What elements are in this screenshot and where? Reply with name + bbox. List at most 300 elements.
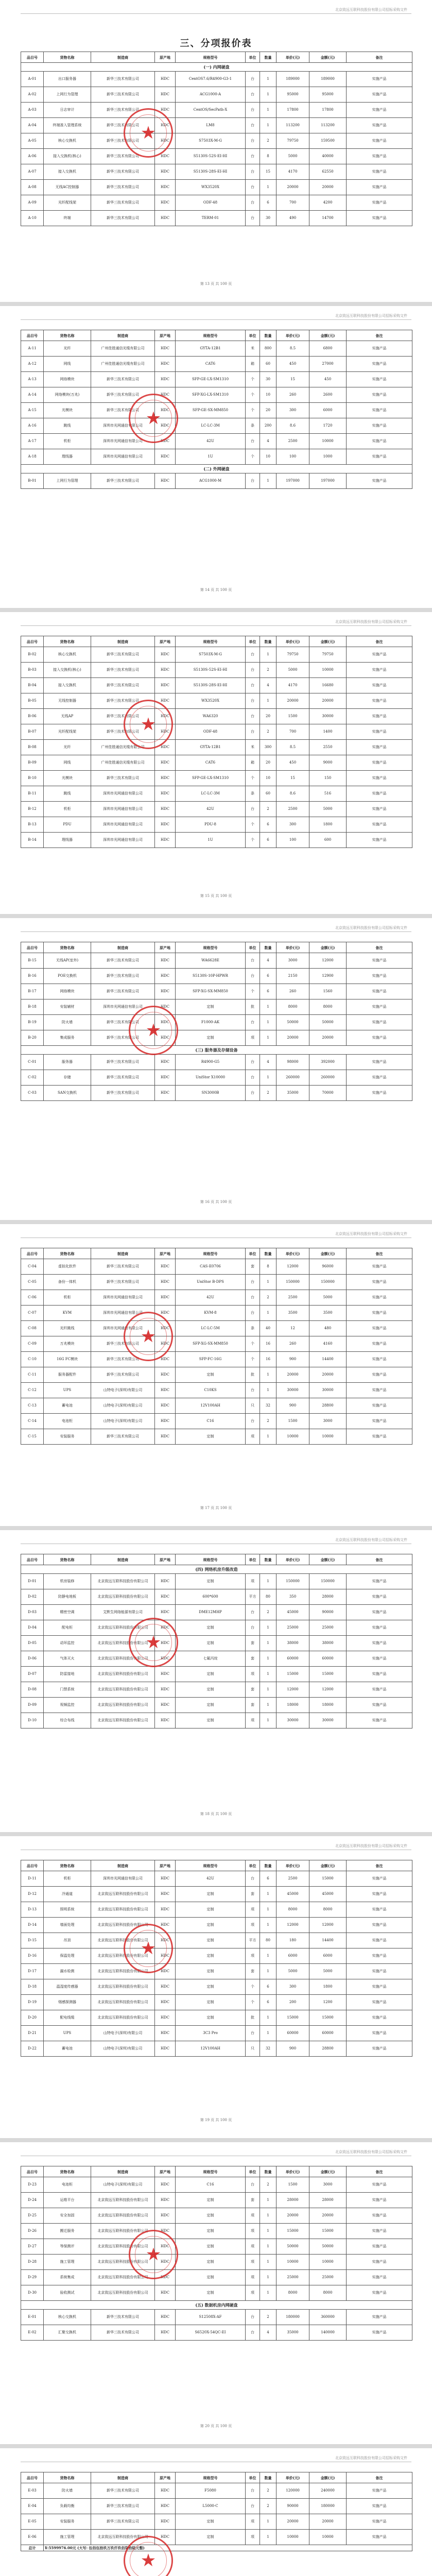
table-row [21,1290,412,1306]
table-cell: 20000 [309,1367,347,1383]
table-cell: D-03 [21,1605,44,1620]
table-cell: A-14 [21,387,44,403]
table-cell: 2 [260,133,277,149]
table-row [21,2325,412,2341]
column-header: 金额(元) [309,1860,347,1871]
column-header: 制造商 [91,636,155,647]
table-cell: 50000 [309,1015,347,1030]
table-cell: 机柜 [44,434,91,449]
table-cell: HDC [155,1667,176,1682]
table-cell: 无线控制器 [44,693,91,709]
quote-table [21,52,412,226]
table-cell: 1 [260,1574,277,1589]
table-cell: A-13 [21,372,44,387]
table-cell: 新华三技术有限公司 [91,1086,155,1101]
table-cell: 新华三技术有限公司 [91,1275,155,1290]
table-cell: 套 [246,1651,260,1667]
table-cell: 集成服务 [44,1030,91,1046]
table-cell: ACG1000-A [176,87,246,103]
table-cell: 网线 [44,755,91,771]
table-cell: 无线AP(室外) [44,953,91,969]
table-cell: HDC [155,180,176,195]
table-cell: 5000 [277,663,309,678]
table-cell: 只 [246,1398,260,1414]
column-header: 数量 [260,52,277,63]
column-header: 制造商 [91,942,155,953]
page-7 [0,1836,432,2138]
running-header: 北京致远互联科技股份有限公司招标采购文件 [335,1538,407,1542]
table-cell: B-14 [21,833,44,848]
table-cell: 8 [260,1259,277,1275]
table-row [21,2499,412,2514]
table-cell: 1 [260,2026,277,2041]
table-cell: 8.6 [277,418,309,434]
table-cell: S5130S-28S-EI-HI [176,678,246,693]
table-cell: 实施产品 [347,1995,412,2010]
table-row [21,1979,412,1995]
table-cell: UniStor X10000 [176,1070,246,1086]
table-cell: 新华三技术有限公司 [91,693,155,709]
table-cell: HDC [155,1383,176,1398]
table-cell: 700 [277,195,309,211]
table-cell: B-05 [21,693,44,709]
table-cell: 漏水检测 [44,1964,91,1979]
table-cell: 上网行为管理 [44,473,91,489]
table-cell: C-11 [21,1367,44,1383]
table-cell: 1 [260,2285,277,2301]
table-cell: 28000 [309,2193,347,2208]
table-cell: 深圳市光网通信有限公司 [91,833,155,848]
table-cell: 25000 [309,1620,347,1636]
table-header-row [21,2472,412,2483]
table-cell: 4 [260,678,277,693]
table-cell: 系统集成 [44,2270,91,2285]
table-cell: 新华三技术有限公司 [91,663,155,678]
table-cell: 15000 [277,2010,309,2026]
table-cell: 150000 [277,1574,309,1589]
table-cell: 140000 [309,2325,347,2341]
table-cell: 视频监控 [44,1698,91,1713]
table-cell: 1500 [277,1414,309,1429]
table-cell: HDC [155,1871,176,1887]
table-cell: 深圳市光网通信有限公司 [91,1871,155,1887]
table-cell: 服务器配件 [44,1367,91,1383]
table-row [21,357,412,372]
table-cell: 条 [246,786,260,802]
table-cell: D-10 [21,1713,44,1728]
table-cell: 1 [260,72,277,87]
table-cell: 1 [260,1918,277,1933]
table-cell: HDC [155,434,176,449]
table-cell: 项 [246,1918,260,1933]
table-cell: 60 [260,786,277,802]
table-cell: HDC [155,755,176,771]
table-cell: 1 [260,1964,277,1979]
table-cell: D-28 [21,2255,44,2270]
table-row [21,678,412,693]
running-header: 北京致远互联科技股份有限公司招标采购文件 [335,620,407,624]
table-cell: A-12 [21,357,44,372]
table-cell: 8000 [309,2285,347,2301]
table-cell: 北京致远互联科技股份有限公司 [91,2530,155,2545]
table-cell: 日志审计 [44,103,91,118]
table-cell: 实施产品 [347,1086,412,1101]
table-row [21,2514,412,2530]
table-cell: 12000 [277,1918,309,1933]
table-cell: 米 [246,740,260,755]
table-cell: 20000 [277,1030,309,1046]
table-cell: 定制 [176,2193,246,2208]
column-header: 规格型号 [176,942,246,953]
table-cell: 20 [260,403,277,418]
table-row [21,118,412,133]
table-cell: 套 [246,1259,260,1275]
table-cell: 机柜 [44,802,91,817]
table-cell: 42U [176,1290,246,1306]
table-cell: SN3000B [176,1086,246,1101]
table-cell: 实施产品 [347,118,412,133]
table-cell: 项 [246,1713,260,1728]
table-cell: 实施产品 [347,2514,412,2530]
table-cell: 防火墙 [44,2483,91,2499]
table-cell: HDC [155,2255,176,2270]
table-cell: 台 [246,1383,260,1398]
table-cell: 实施产品 [347,1887,412,1902]
table-cell: 180000 [309,2499,347,2514]
table-row [21,1030,412,1046]
table-cell: 套 [246,1636,260,1651]
table-cell: 150000 [277,1275,309,1290]
table-cell: 1 [260,1429,277,1445]
table-cell: 实施产品 [347,1398,412,1414]
table-cell: 台 [246,802,260,817]
table-row [21,473,412,489]
table-cell: 2 [260,1086,277,1101]
quote-table [21,942,412,1101]
table-cell: 项 [246,2514,260,2530]
table-cell: F1000-AK [176,1015,246,1030]
table-cell: 定制 [176,1713,246,1728]
table-cell: 理线器 [44,449,91,465]
table-cell: B-04 [21,678,44,693]
table-cell: 台 [246,118,260,133]
table-cell: 2 [260,1605,277,1620]
table-cell: 台 [246,1871,260,1887]
page-footer: 第 20 页 共 100 页 [200,2424,232,2428]
table-row [21,740,412,755]
table-cell: 电池柜 [44,2177,91,2193]
table-row [21,1948,412,1964]
table-cell: HDC [155,1636,176,1651]
table-cell: 台 [246,678,260,693]
table-cell: HDC [155,118,176,133]
table-cell: HDC [155,1698,176,1713]
table-cell: 实施产品 [347,2224,412,2239]
table-row [21,1336,412,1352]
table-row [21,755,412,771]
table-cell: 项 [246,2239,260,2255]
table-cell: HDC [155,1918,176,1933]
table-cell: B-07 [21,724,44,740]
table-cell: SFP-XG-SX-MM850 [176,984,246,999]
table-cell: B-03 [21,663,44,678]
table-cell: 项 [246,2208,260,2224]
table-cell: 实施产品 [347,1070,412,1086]
table-cell: 跳线 [44,786,91,802]
section-row [21,63,412,72]
table-cell: 门禁系统 [44,1682,91,1698]
table-cell: 验收测试 [44,2285,91,2301]
table-row [21,372,412,387]
table-cell: 95000 [309,87,347,103]
table-row [21,1682,412,1698]
table-cell: 北京致远互联科技股份有限公司 [91,1964,155,1979]
table-cell: SFP-XG-LX-SM1310 [176,387,246,403]
table-cell: 1 [260,1367,277,1383]
table-cell: 98000 [277,1055,309,1070]
column-header: 数量 [260,2472,277,2483]
table-cell: 台 [246,133,260,149]
table-cell: 30000 [309,709,347,724]
table-header-row [21,1860,412,1871]
table-cell: 台 [246,1015,260,1030]
table-cell: 20000 [309,180,347,195]
running-header: 北京致远互联科技股份有限公司招标采购文件 [335,1232,407,1236]
table-cell: 北京致远互联科技股份有限公司 [91,1620,155,1636]
table-cell: 20000 [309,2208,347,2224]
table-cell: 10000 [277,2530,309,2545]
page-9 [0,2448,432,2576]
table-cell: 实施产品 [347,678,412,693]
table-cell: D-07 [21,1667,44,1682]
table-cell: 4 [260,1055,277,1070]
table-cell: 实施产品 [347,1321,412,1336]
section-title: (二) 外网硬盘 [21,465,412,473]
table-cell: 照明系统 [44,1902,91,1918]
table-cell: HDC [155,2041,176,2057]
table-cell: 个 [246,817,260,833]
header-rule [21,625,411,626]
table-row [21,1086,412,1101]
table-cell: 汇聚交换机 [44,2325,91,2341]
column-header: 规格型号 [176,1248,246,1259]
column-header: 品目号 [21,1248,44,1259]
table-cell: HDC [155,1964,176,1979]
table-cell: HDC [155,1259,176,1275]
table-cell: 14400 [309,1933,347,1948]
table-cell: 20000 [309,2514,347,2530]
table-cell: C-13 [21,1398,44,1414]
table-cell: S5130S-52S-EI-HI [176,149,246,164]
column-header: 单位 [246,1554,260,1565]
table-cell: 山特电子(深圳)有限公司 [91,2026,155,2041]
table-cell: 实施产品 [347,449,412,465]
table-cell: 1500 [277,709,309,724]
table-row [21,2208,412,2224]
table-cell: 1 [260,2208,277,2224]
table-cell: 光纤配线架 [44,195,91,211]
table-cell: 北京致远互联科技股份有限公司 [91,1933,155,1948]
table-cell: 62550 [309,164,347,180]
table-cell: 1 [260,1306,277,1321]
table-cell: HDC [155,724,176,740]
table-cell: E-04 [21,2499,44,2514]
table-cell: 定制 [176,1667,246,1682]
table-cell: 实施产品 [347,372,412,387]
table-cell: 批 [246,999,260,1015]
table-cell: 2500 [277,1871,309,1887]
running-header: 北京致远互联科技股份有限公司招标采购文件 [335,8,407,12]
quote-table [21,2472,412,2551]
table-cell: 20000 [277,2514,309,2530]
table-cell: 核心交换机 [44,647,91,663]
table-cell: 2 [260,1414,277,1429]
table-cell: 实施产品 [347,387,412,403]
column-header: 品目号 [21,1554,44,1565]
table-cell: 新华三技术有限公司 [91,2514,155,2530]
table-cell: SFP-GE-LX-SM1310 [176,372,246,387]
table-cell: 实施产品 [347,1336,412,1352]
table-cell: 个 [246,403,260,418]
table-cell: 防火墙 [44,1015,91,1030]
table-row [21,1933,412,1948]
column-header: 单位 [246,52,260,63]
table-cell: HDC [155,2026,176,2041]
table-cell: HDC [155,387,176,403]
table-cell: LC-LC-5M [176,1321,246,1336]
table-cell: 台 [246,1620,260,1636]
table-cell: 2 [260,663,277,678]
table-cell: 箱 [246,357,260,372]
table-cell: HDC [155,969,176,984]
table-cell: 79750 [277,647,309,663]
table-cell: 实施产品 [347,1918,412,1933]
table-cell: A-08 [21,180,44,195]
table-cell: HDC [155,1713,176,1728]
seal-star-icon: ★ [140,2550,157,2571]
section-row [21,465,412,473]
column-header: 单位 [246,2472,260,2483]
table-cell: 套 [246,1698,260,1713]
table-cell: A-11 [21,341,44,357]
table-cell: HDC [155,2530,176,2545]
table-cell: 项 [246,2224,260,2239]
table-cell: 机柜 [44,1871,91,1887]
table-cell: 实施产品 [347,1964,412,1979]
table-cell: 5000 [309,1290,347,1306]
running-header: 北京致远互联科技股份有限公司招标采购文件 [335,926,407,930]
column-header: 原产地 [155,1554,176,1565]
table-cell: 安装服务 [44,2514,91,2530]
table-cell: 实施产品 [347,1902,412,1918]
column-header: 单价(元) [277,330,309,341]
table-cell: 新华三技术有限公司 [91,133,155,149]
table-cell: 实施产品 [347,833,412,848]
table-cell: 台 [246,1605,260,1620]
seal-star-icon: ★ [140,123,157,143]
table-cell: 189000 [309,72,347,87]
table-cell: 新华三技术有限公司 [91,2310,155,2325]
page-4 [0,918,432,1220]
table-cell: 深圳市光网通信有限公司 [91,1306,155,1321]
table-cell: A-18 [21,449,44,465]
table-cell: 新华三技术有限公司 [91,1367,155,1383]
table-cell: HDC [155,2499,176,2514]
running-header: 北京致远互联科技股份有限公司招标采购文件 [335,2150,407,2154]
table-cell: 台 [246,195,260,211]
table-cell: B-08 [21,740,44,755]
table-cell: 1 [260,2239,277,2255]
table-cell: 3500 [277,1306,309,1321]
table-cell: D-29 [21,2270,44,2285]
table-cell: 个 [246,372,260,387]
table-row [21,87,412,103]
table-cell: 七氟丙烷 [176,1651,246,1667]
table-cell: 20000 [277,2208,309,2224]
table-cell: 95000 [277,87,309,103]
table-cell: 20000 [309,1030,347,1046]
table-cell: 360000 [309,2310,347,2325]
table-cell: 实施产品 [347,2239,412,2255]
table-cell: 定制 [176,1429,246,1445]
column-header: 品目号 [21,330,44,341]
table-cell: HDC [155,663,176,678]
table-cell: 北京致远互联科技股份有限公司 [91,2224,155,2239]
table-cell: 1 [260,1070,277,1086]
table-row [21,1713,412,1728]
table-cell: 45000 [309,1887,347,1902]
table-cell: 35000 [277,1086,309,1101]
table-cell: 1 [260,647,277,663]
table-cell: 实施产品 [347,693,412,709]
table-cell: 6800 [309,341,347,357]
table-cell: 套 [246,1887,260,1902]
table-cell: 17800 [277,103,309,118]
table-row [21,2239,412,2255]
seal-star-icon: ★ [140,1326,157,1347]
column-header: 备注 [347,942,412,953]
table-cell: 5000 [277,1964,309,1979]
table-cell: C-07 [21,1306,44,1321]
table-cell: 113200 [277,118,309,133]
table-row [21,2530,412,2545]
table-cell: 100 [277,833,309,848]
table-cell: 25000 [309,2270,347,2285]
table-cell: 北京致远互联科技股份有限公司 [91,2255,155,2270]
table-cell: 台 [246,953,260,969]
table-cell: 万兆模块 [44,1336,91,1352]
table-cell: D-02 [21,1589,44,1605]
table-cell: LC-LC-3M [176,418,246,434]
column-header: 单位 [246,330,260,341]
column-header: 品目号 [21,2472,44,2483]
column-header: 原产地 [155,2472,176,2483]
page-6 [0,1530,432,1832]
table-row [21,1995,412,2010]
section-title: (三) 服务器及存储设备 [21,1046,412,1055]
column-header: 制造商 [91,2166,155,2177]
table-cell: HDC [155,372,176,387]
column-header: 金额(元) [309,1248,347,1259]
table-cell: 5000 [309,802,347,817]
table-cell: B-09 [21,755,44,771]
column-header: 规格型号 [176,1860,246,1871]
table-row [21,1367,412,1383]
table-cell: 北京致远互联科技股份有限公司 [91,1651,155,1667]
table-cell: 理线器 [44,833,91,848]
table-cell: 189000 [277,72,309,87]
table-cell: 18000 [277,1698,309,1713]
